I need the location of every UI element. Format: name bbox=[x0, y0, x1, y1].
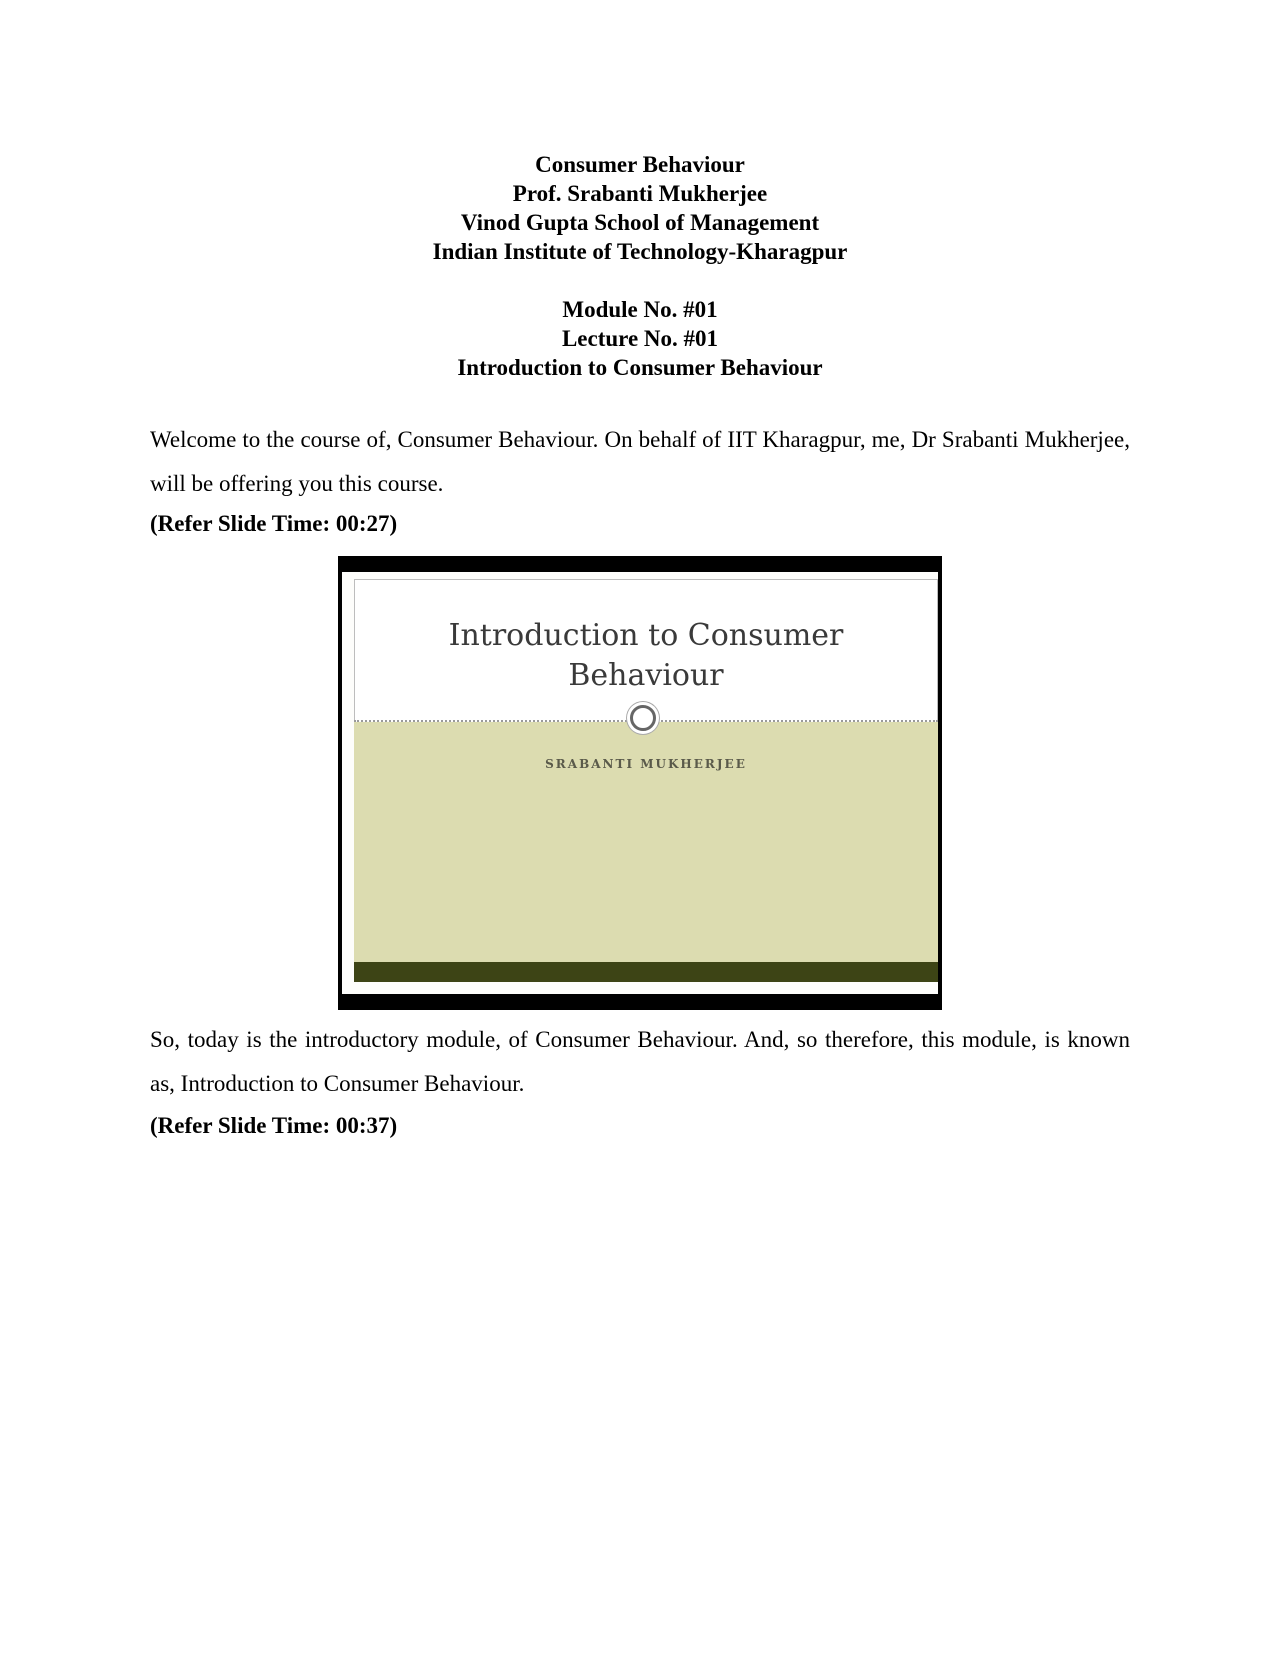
document-header bbox=[0, 150, 1280, 266]
slide-image bbox=[338, 556, 942, 1010]
slide-title-line-2: Behaviour bbox=[568, 658, 724, 693]
slide-title-line-1: Introduction to Consumer bbox=[448, 618, 844, 653]
slide-canvas bbox=[342, 572, 938, 994]
intro-paragraph: So, today is the introductory module, of Consumer Behaviour. And, so therefore, this module, is known as, Introduction to Consumer Behaviour. bbox=[150, 1027, 1130, 1096]
module-number: Module No. #01 bbox=[562, 297, 718, 322]
lecture-number: Lecture No. #01 bbox=[561, 326, 719, 351]
refer-slide-time-1: (Refer Slide Time: 00:27) bbox=[150, 511, 398, 536]
institute-name: Indian Institute of Technology-Kharagpur bbox=[432, 239, 848, 264]
lecture-title: Introduction to Consumer Behaviour bbox=[457, 355, 823, 380]
lecture-info bbox=[0, 295, 1280, 382]
slide-circle-ornament bbox=[630, 705, 656, 731]
welcome-paragraph: Welcome to the course of, Consumer Behaviour. On behalf of IIT Kharagpur, me, Dr Srabanti Mukherjee, will be offering you this course. bbox=[150, 427, 1130, 496]
slide-author: SRABANTI MUKHERJEE bbox=[545, 757, 747, 771]
refer-slide-time-2: (Refer Slide Time: 00:37) bbox=[150, 1113, 398, 1138]
slide-footer-bar bbox=[354, 962, 938, 982]
school-name: Vinod Gupta School of Management bbox=[460, 210, 820, 235]
course-title: Consumer Behaviour bbox=[535, 152, 745, 177]
slide-title bbox=[354, 616, 938, 696]
professor-name: Prof. Srabanti Mukherjee bbox=[512, 181, 768, 206]
